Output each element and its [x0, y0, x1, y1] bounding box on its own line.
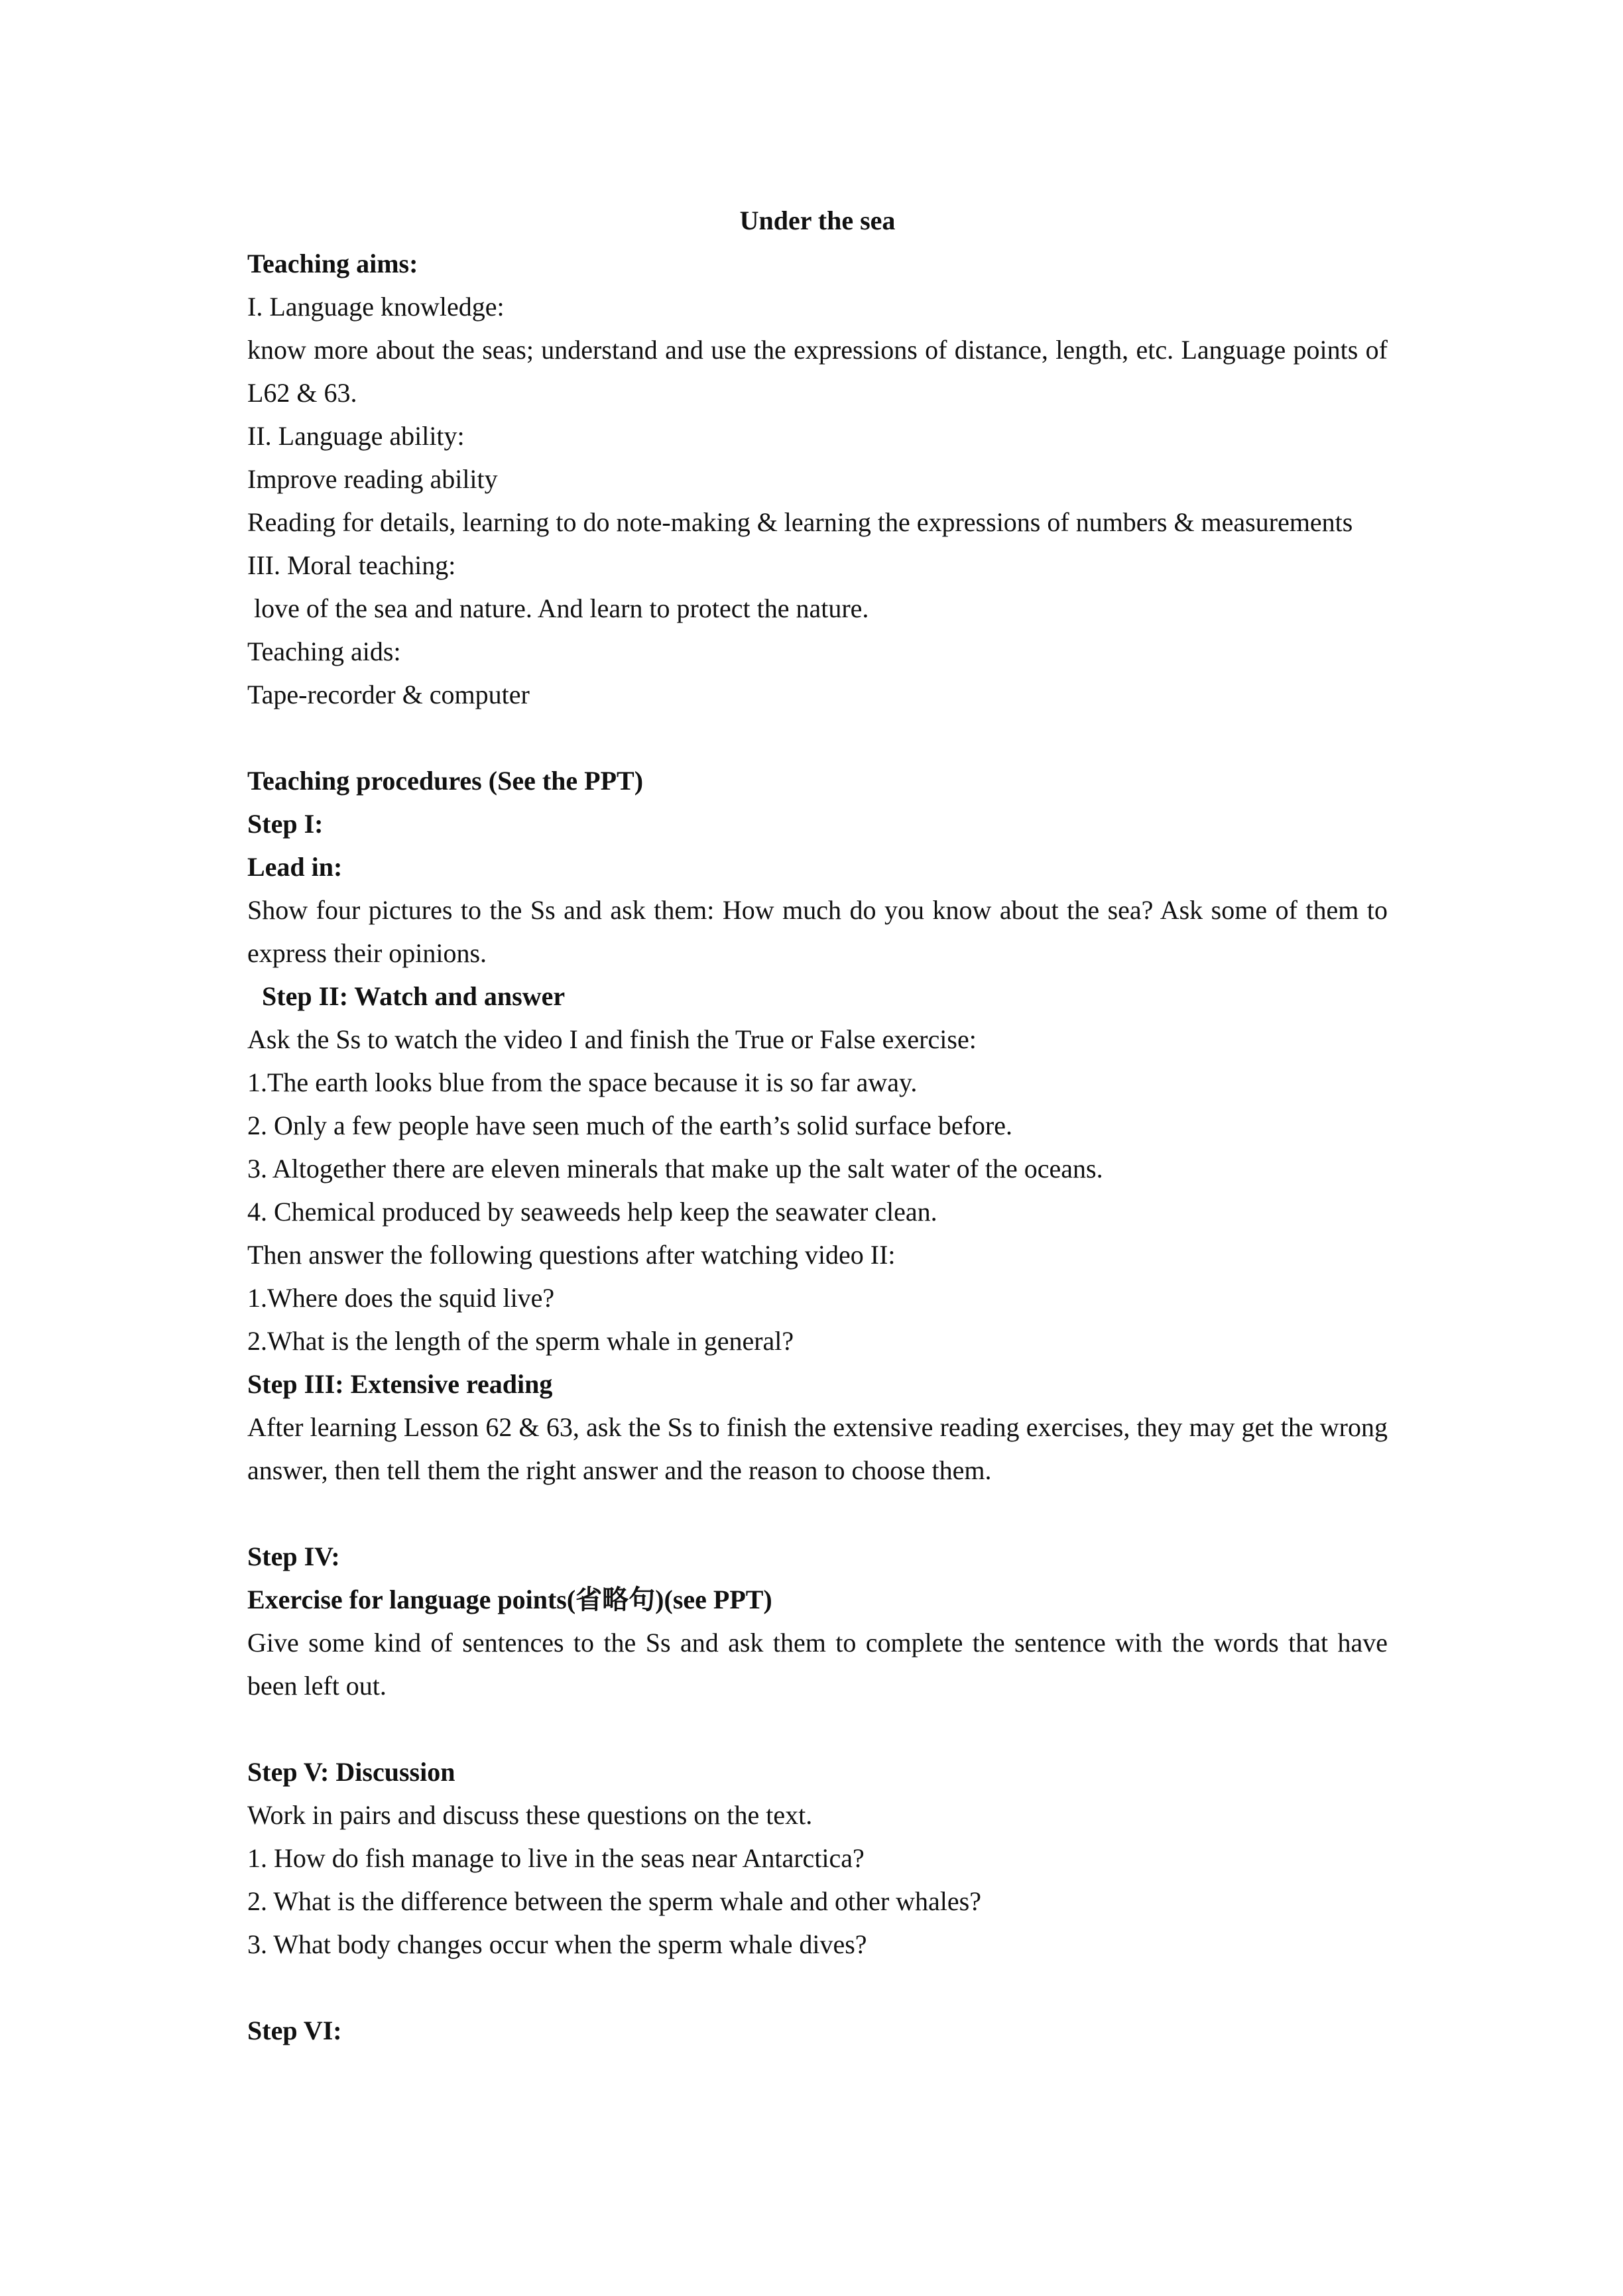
true-false-item: 4. Chemical produced by seaweeds help keep the seawater clean.	[247, 1197, 937, 1227]
moral-teaching-text: love of the sea and nature. And learn to protect the nature.	[254, 593, 869, 623]
step-3-label: Step III: Extensive reading	[247, 1369, 553, 1399]
teaching-aims-heading: Teaching aims:	[247, 249, 418, 278]
teaching-aids-label: Teaching aids:	[247, 636, 401, 666]
step-2-label: Step II: Watch and answer	[262, 981, 566, 1011]
step-4-label: Step IV:	[247, 1541, 340, 1571]
teaching-aids-text: Tape-recorder & computer	[247, 680, 530, 709]
step-4-text: Give some kind of sentences to the Ss and ask them to complete the sentence with the words that have been left out.	[247, 1628, 1388, 1701]
language-knowledge-label: I. Language knowledge:	[247, 292, 505, 322]
step-3-text: After learning Lesson 62 & 63, ask the Ss to finish the extensive reading exercises, they may get the wrong answer, then tell them the right answer and the reason to choose them.	[247, 1412, 1388, 1485]
spacer	[247, 1966, 1388, 2009]
true-false-item: 3. Altogether there are eleven minerals that make up the salt water of the oceans.	[247, 1154, 1103, 1183]
step-5-label: Step V: Discussion	[247, 1757, 455, 1787]
step-1-sub: Lead in:	[247, 852, 343, 882]
step-6-label: Step VI:	[247, 2016, 342, 2045]
language-ability-label: II. Language ability:	[247, 421, 465, 451]
language-ability-line-1: Improve reading ability	[247, 464, 498, 494]
discussion-question: 3. What body changes occur when the sperm whale dives?	[247, 1929, 867, 1959]
discussion-question: 1. How do fish manage to live in the seas near Antarctica?	[247, 1843, 865, 1873]
language-knowledge-text: know more about the seas; understand and use the expressions of distance, length, etc. Language points of L62 & 63.	[247, 335, 1388, 408]
true-false-item: 1.The earth looks blue from the space because it is so far away.	[247, 1067, 918, 1097]
discussion-question: 2. What is the difference between the sperm whale and other whales?	[247, 1886, 981, 1916]
step-1-text: Show four pictures to the Ss and ask them: How much do you know about the sea? Ask some of them to express their opinions.	[247, 895, 1388, 968]
step-4-sub: Exercise for language points(省略句)(see PPT)	[247, 1585, 772, 1614]
true-false-item: 2. Only a few people have seen much of the earth’s solid surface before.	[247, 1111, 1013, 1140]
spacer	[247, 716, 1388, 759]
video-question: 2.What is the length of the sperm whale in general?	[247, 1326, 794, 1356]
step-5-intro: Work in pairs and discuss these questions on the text.	[247, 1800, 813, 1830]
spacer	[247, 1707, 1388, 1750]
spacer	[247, 1492, 1388, 1535]
step-2-intro-2: Then answer the following questions after watching video II:	[247, 1240, 896, 1270]
teaching-procedures-heading: Teaching procedures (See the PPT)	[247, 766, 644, 796]
document-body	[247, 199, 1388, 2052]
language-ability-line-2: Reading for details, learning to do note-making & learning the expressions of numbers & measurements	[247, 507, 1353, 537]
step-2-intro: Ask the Ss to watch the video I and finish the True or False exercise:	[247, 1024, 977, 1054]
document-title: Under the sea	[739, 206, 896, 235]
moral-teaching-label: III. Moral teaching:	[247, 550, 456, 580]
video-question: 1.Where does the squid live?	[247, 1283, 555, 1313]
step-1-label: Step I:	[247, 809, 324, 839]
